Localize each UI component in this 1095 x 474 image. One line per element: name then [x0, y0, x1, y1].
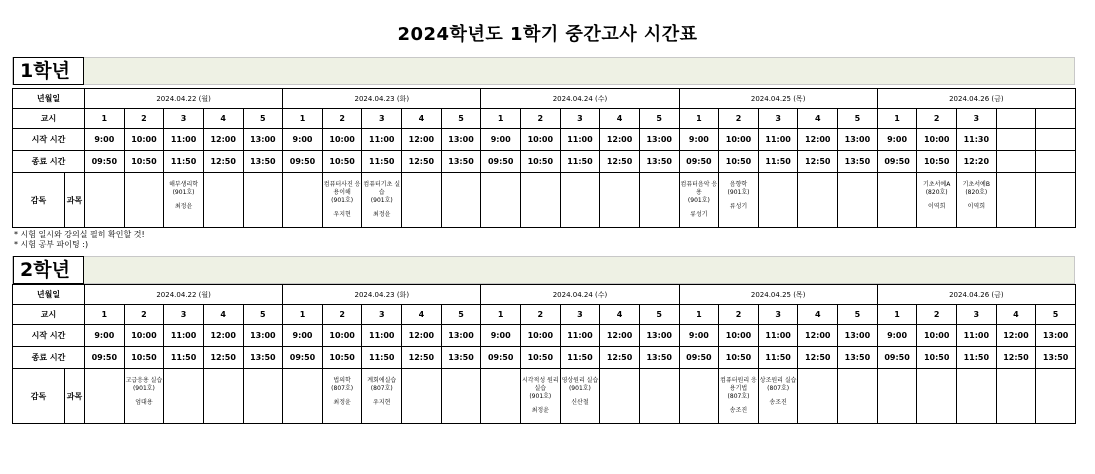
period-cell: 1: [679, 109, 719, 129]
start-time-cell: 11:00: [560, 325, 600, 347]
period-cell: 4: [402, 305, 442, 325]
end-time-cell: 09:50: [481, 347, 521, 369]
end-time-cell: 13:50: [441, 347, 481, 369]
exam-cell: [877, 173, 917, 228]
end-time-cell: 11:50: [758, 347, 798, 369]
period-cell: 2: [917, 305, 957, 325]
period-cell: 3: [362, 109, 402, 129]
end-time-cell: 09:50: [877, 151, 917, 173]
exam-subject: 계회에실습: [367, 377, 397, 384]
exam-subject: 해부생리학: [169, 181, 199, 188]
period-cell: 3: [164, 305, 204, 325]
exam-supervisor: 신산철: [571, 399, 589, 406]
end-time-cell: 12:50: [798, 347, 838, 369]
exam-cell: [481, 369, 521, 424]
exam-cell: [85, 369, 125, 424]
end-time-cell: 13:50: [441, 151, 481, 173]
period-cell: 3: [758, 305, 798, 325]
day-header: 2024.04.24 (수): [481, 285, 679, 305]
exam-cell: [441, 369, 481, 424]
exam-cell: [560, 173, 600, 228]
exam-room: (901호): [687, 197, 710, 204]
notes: [14, 230, 145, 250]
period-cell: 2: [124, 109, 164, 129]
end-time-cell: 11:50: [758, 151, 798, 173]
period-cell: 1: [85, 305, 125, 325]
day-header: 2024.04.23 (화): [283, 285, 481, 305]
exam-cell: [838, 369, 878, 424]
page-title: 2024학년도 1학기 중간고사 시간표: [397, 24, 698, 45]
exam-entry: [759, 369, 798, 407]
supervisor-row-label: 감독: [13, 369, 65, 424]
period-cell: 2: [322, 109, 362, 129]
period-cell: 4: [203, 305, 243, 325]
end-time-cell: 11:50: [957, 347, 997, 369]
exam-subject: 시각적성 원리실습: [521, 377, 559, 392]
exam-cell: [164, 369, 204, 424]
period-cell: 5: [243, 305, 283, 325]
start-time-cell: 10:00: [124, 129, 164, 151]
exam-cell: [957, 369, 997, 424]
exam-cell: [243, 173, 283, 228]
start-time-cell: 12:00: [798, 129, 838, 151]
exam-entry: [362, 173, 401, 219]
end-time-cell: 12:50: [402, 347, 442, 369]
period-cell: 4: [798, 109, 838, 129]
period-cell: 4: [996, 305, 1036, 325]
end-time-cell: 09:50: [85, 347, 125, 369]
end-time-cell: 09:50: [679, 347, 719, 369]
start-time-cell: 9:00: [481, 325, 521, 347]
exam-cell: [560, 369, 600, 424]
exam-room: (901호): [172, 189, 195, 196]
exam-timetable-grade-1: [12, 88, 1076, 228]
exam-cell: [758, 173, 798, 228]
period-cell: 2: [917, 109, 957, 129]
period-row-label: 교시: [13, 305, 85, 325]
start-time-cell: 11:00: [362, 129, 402, 151]
start-time-cell: 10:00: [917, 325, 957, 347]
exam-supervisor: 우지현: [333, 211, 351, 218]
exam-cell: [85, 173, 125, 228]
start-time-cell: 9:00: [283, 325, 323, 347]
start-time-cell: 13:00: [838, 325, 878, 347]
end-time-cell: 13:50: [838, 151, 878, 173]
exam-cell: [322, 369, 362, 424]
exam-room: (901호): [370, 197, 393, 204]
start-time-cell: 11:00: [560, 129, 600, 151]
exam-cell: [243, 369, 283, 424]
end-time-cell: 10:50: [322, 347, 362, 369]
exam-subject: 법의학: [333, 377, 351, 384]
exam-supervisor: 송조진: [729, 407, 748, 414]
exam-subject: 음향학: [729, 181, 748, 188]
period-cell: 5: [838, 305, 878, 325]
exam-cell: [1036, 369, 1076, 424]
end-time-cell: 12:50: [402, 151, 442, 173]
start-time-cell: 9:00: [679, 325, 719, 347]
exam-cell: [600, 173, 640, 228]
start-time-cell: 13:00: [441, 325, 481, 347]
subject-row-label: [65, 173, 85, 228]
start-time-label: 시작 시간: [13, 325, 85, 347]
exam-cell: [203, 369, 243, 424]
exam-supervisor: 송조진: [769, 399, 787, 406]
period-cell: 5: [243, 109, 283, 129]
period-cell: 1: [679, 305, 719, 325]
exam-cell: [402, 369, 442, 424]
start-time-cell: 11:00: [758, 129, 798, 151]
exam-supervisor: 최정윤: [531, 407, 549, 414]
exam-room: (820호): [965, 189, 988, 196]
start-time-cell: 12:00: [203, 129, 243, 151]
exam-room: (807호): [727, 393, 750, 400]
end-time-cell: 10:50: [124, 151, 164, 173]
exam-subject: 컴퓨터사진 응용이해: [323, 181, 361, 196]
end-time-cell: 12:50: [996, 347, 1036, 369]
period-row-label: 교시: [13, 109, 85, 129]
end-time-cell: 09:50: [283, 151, 323, 173]
exam-supervisor: 우지현: [373, 399, 391, 406]
exam-cell: [322, 173, 362, 228]
exam-cell: [838, 173, 878, 228]
start-time-cell: 10:00: [917, 129, 957, 151]
exam-entry: [680, 173, 719, 219]
exam-subject: 영상원리 실습: [561, 377, 599, 384]
exam-entry: [957, 173, 996, 211]
end-time-cell: 10:50: [124, 347, 164, 369]
exam-supervisor: 이역희: [967, 203, 985, 210]
exam-cell: [917, 173, 957, 228]
end-time-cell: 11:50: [164, 151, 204, 173]
period-cell: 4: [600, 109, 640, 129]
end-time-cell: 11:50: [362, 347, 402, 369]
grade-label: 1학년: [13, 57, 84, 85]
period-cell: 3: [758, 109, 798, 129]
end-time-cell: 13:50: [838, 347, 878, 369]
period-cell: 1: [481, 109, 521, 129]
start-time-cell: 10:00: [322, 325, 362, 347]
start-time-cell: 11:00: [164, 129, 204, 151]
period-cell: 1: [85, 109, 125, 129]
start-time-cell: 12:00: [600, 129, 640, 151]
subject-label-text: 과목: [66, 391, 83, 401]
period-cell: 2: [521, 109, 561, 129]
period-cell: 2: [124, 305, 164, 325]
end-time-cell: 12:20: [957, 151, 997, 173]
start-time-cell: 13:00: [1036, 325, 1076, 347]
end-time-cell: 11:50: [560, 151, 600, 173]
end-time-cell: 10:50: [719, 151, 759, 173]
end-time-cell: 09:50: [283, 347, 323, 369]
period-cell: [1036, 109, 1076, 129]
end-time-cell: 12:50: [203, 151, 243, 173]
period-cell: 5: [639, 109, 679, 129]
day-header: 2024.04.25 (목): [679, 89, 877, 109]
exam-cell: [719, 173, 759, 228]
start-time-cell: 9:00: [481, 129, 521, 151]
exam-supervisor: 엄대용: [135, 399, 153, 406]
end-time-cell: 10:50: [521, 347, 561, 369]
period-cell: 5: [441, 109, 481, 129]
subject-row-label: [65, 369, 85, 424]
period-cell: 4: [798, 305, 838, 325]
exam-supervisor: 류성기: [729, 203, 748, 210]
period-cell: 2: [719, 109, 759, 129]
exam-supervisor: 최정윤: [333, 399, 351, 406]
exam-cell: [402, 173, 442, 228]
start-time-cell: 13:00: [639, 129, 679, 151]
exam-cell: [441, 173, 481, 228]
period-cell: 5: [441, 305, 481, 325]
period-cell: 2: [521, 305, 561, 325]
end-time-cell: 09:50: [679, 151, 719, 173]
end-time-cell: 11:50: [560, 347, 600, 369]
start-time-cell: 13:00: [243, 129, 283, 151]
exam-cell: [798, 173, 838, 228]
start-time-cell: 13:00: [838, 129, 878, 151]
exam-cell: [521, 369, 561, 424]
start-time-cell: 12:00: [402, 325, 442, 347]
end-time-cell: 10:50: [322, 151, 362, 173]
exam-room: (807호): [370, 385, 393, 392]
start-time-cell: 11:30: [957, 129, 997, 151]
end-time-cell: 13:50: [639, 151, 679, 173]
start-time-cell: 12:00: [996, 325, 1036, 347]
start-time-cell: 11:00: [164, 325, 204, 347]
exam-cell: [877, 369, 917, 424]
exam-subject: 컴퓨터기초 실습: [363, 181, 401, 196]
start-time-cell: 12:00: [798, 325, 838, 347]
end-time-cell: 10:50: [917, 347, 957, 369]
start-time-cell: 12:00: [600, 325, 640, 347]
start-time-cell: 9:00: [877, 129, 917, 151]
start-time-cell: 9:00: [283, 129, 323, 151]
start-time-cell: 13:00: [441, 129, 481, 151]
start-time-cell: 12:00: [203, 325, 243, 347]
end-time-label: 종료 시간: [13, 151, 85, 173]
start-time-cell: 9:00: [85, 129, 125, 151]
period-cell: 4: [203, 109, 243, 129]
day-header: 2024.04.24 (수): [481, 89, 679, 109]
period-cell: 3: [957, 305, 997, 325]
exam-cell: [164, 173, 204, 228]
end-time-cell: 11:50: [164, 347, 204, 369]
start-time-cell: 9:00: [679, 129, 719, 151]
period-cell: 2: [322, 305, 362, 325]
exam-subject: 상조원리 실습: [759, 377, 797, 384]
exam-room: (901호): [727, 189, 750, 196]
exam-room: (901호): [529, 393, 552, 400]
day-header: 2024.04.26 (금): [877, 285, 1075, 305]
end-time-cell: [996, 151, 1036, 173]
start-time-cell: [1036, 129, 1076, 151]
exam-cell: [996, 369, 1036, 424]
exam-entry: [719, 173, 758, 211]
period-cell: 1: [877, 109, 917, 129]
exam-supervisor: 이역희: [927, 203, 946, 210]
exam-cell: [639, 369, 679, 424]
grade-header-1: [12, 57, 1075, 85]
end-time-label: 종료 시간: [13, 347, 85, 369]
start-time-cell: 11:00: [758, 325, 798, 347]
day-header: 2024.04.23 (화): [283, 89, 481, 109]
period-cell: 5: [838, 109, 878, 129]
note-line: * 시험 일시와 강의실 필히 확인할 것!: [14, 230, 145, 239]
start-time-cell: 12:00: [402, 129, 442, 151]
exam-entry: [521, 369, 560, 415]
start-time-cell: 10:00: [719, 325, 759, 347]
exam-entry: [323, 369, 362, 407]
start-time-cell: 11:00: [362, 325, 402, 347]
exam-entry: [719, 369, 758, 415]
period-cell: 4: [600, 305, 640, 325]
period-cell: 1: [877, 305, 917, 325]
subject-label-text: 과목: [66, 195, 83, 205]
exam-timetable-grade-2: [12, 284, 1076, 424]
exam-room: (901호): [568, 385, 591, 392]
period-cell: 3: [362, 305, 402, 325]
end-time-cell: 10:50: [917, 151, 957, 173]
end-time-cell: 13:50: [243, 347, 283, 369]
period-cell: 3: [164, 109, 204, 129]
period-cell: 5: [639, 305, 679, 325]
period-cell: 3: [560, 305, 600, 325]
exam-cell: [758, 369, 798, 424]
exam-cell: [283, 173, 323, 228]
end-time-cell: 12:50: [600, 347, 640, 369]
exam-room: (820호): [925, 189, 948, 196]
start-time-cell: 11:00: [957, 325, 997, 347]
exam-room: (901호): [331, 197, 354, 204]
period-cell: 4: [402, 109, 442, 129]
start-time-cell: 10:00: [124, 325, 164, 347]
end-time-cell: 11:50: [362, 151, 402, 173]
exam-cell: [639, 173, 679, 228]
exam-room: (807호): [331, 385, 354, 392]
exam-cell: [600, 369, 640, 424]
end-time-cell: [1036, 151, 1076, 173]
day-header: 2024.04.26 (금): [877, 89, 1075, 109]
exam-cell: [679, 369, 719, 424]
start-time-cell: [996, 129, 1036, 151]
period-cell: 3: [560, 109, 600, 129]
exam-entry: [362, 369, 401, 407]
start-time-cell: 10:00: [719, 129, 759, 151]
exam-cell: [362, 173, 402, 228]
exam-subject: 컴퓨터원리 응용기법: [720, 377, 757, 392]
start-time-cell: 10:00: [521, 325, 561, 347]
end-time-cell: 12:50: [203, 347, 243, 369]
start-time-cell: 9:00: [85, 325, 125, 347]
period-cell: [996, 109, 1036, 129]
end-time-cell: 10:50: [719, 347, 759, 369]
exam-cell: [798, 369, 838, 424]
exam-entry: [561, 369, 600, 407]
end-time-cell: 12:50: [798, 151, 838, 173]
exam-cell: [521, 173, 561, 228]
start-time-cell: 13:00: [243, 325, 283, 347]
note-line: * 시험 공부 파이팅 :): [14, 240, 89, 249]
exam-cell: [124, 173, 164, 228]
exam-cell: [362, 369, 402, 424]
exam-room: (901호): [132, 385, 155, 392]
start-time-label: 시작 시간: [13, 129, 85, 151]
exam-subject: 기초서예B: [962, 181, 990, 188]
start-time-cell: 9:00: [877, 325, 917, 347]
period-cell: 2: [719, 305, 759, 325]
exam-supervisor: 최정윤: [373, 211, 391, 218]
exam-cell: [124, 369, 164, 424]
exam-cell: [1036, 173, 1076, 228]
exam-cell: [996, 173, 1036, 228]
exam-cell: [481, 173, 521, 228]
period-cell: 3: [957, 109, 997, 129]
exam-cell: [917, 369, 957, 424]
period-cell: 1: [283, 305, 323, 325]
exam-supervisor: 류성기: [690, 211, 708, 218]
end-time-cell: 13:50: [243, 151, 283, 173]
day-header: 2024.04.22 (월): [85, 89, 283, 109]
date-row-label: 년월일: [13, 285, 85, 305]
exam-entry: [323, 173, 362, 219]
end-time-cell: 09:50: [481, 151, 521, 173]
start-time-cell: 10:00: [322, 129, 362, 151]
exam-entry: [125, 369, 164, 407]
end-time-cell: 13:50: [1036, 347, 1076, 369]
exam-cell: [283, 369, 323, 424]
period-cell: 1: [481, 305, 521, 325]
exam-cell: [957, 173, 997, 228]
grade-header-2: [12, 256, 1075, 284]
exam-cell: [679, 173, 719, 228]
day-header: 2024.04.25 (목): [679, 285, 877, 305]
exam-subject: 기초서예A: [923, 181, 951, 188]
exam-cell: [719, 369, 759, 424]
exam-entry: [164, 173, 203, 211]
day-header: 2024.04.22 (월): [85, 285, 283, 305]
end-time-cell: 13:50: [639, 347, 679, 369]
start-time-cell: 10:00: [521, 129, 561, 151]
exam-subject: 컴퓨터음악 응용: [680, 181, 718, 196]
exam-entry: [917, 173, 956, 211]
exam-supervisor: 최정윤: [174, 203, 193, 210]
end-time-cell: 09:50: [877, 347, 917, 369]
grade-label: 2학년: [13, 256, 84, 284]
exam-room: (807호): [767, 385, 790, 392]
period-cell: 1: [283, 109, 323, 129]
supervisor-row-label: 감독: [13, 173, 65, 228]
end-time-cell: 12:50: [600, 151, 640, 173]
exam-cell: [203, 173, 243, 228]
date-row-label: 년월일: [13, 89, 85, 109]
period-cell: 5: [1036, 305, 1076, 325]
end-time-cell: 09:50: [85, 151, 125, 173]
end-time-cell: 10:50: [521, 151, 561, 173]
start-time-cell: 13:00: [639, 325, 679, 347]
exam-subject: 고급응용 실습: [125, 377, 163, 384]
